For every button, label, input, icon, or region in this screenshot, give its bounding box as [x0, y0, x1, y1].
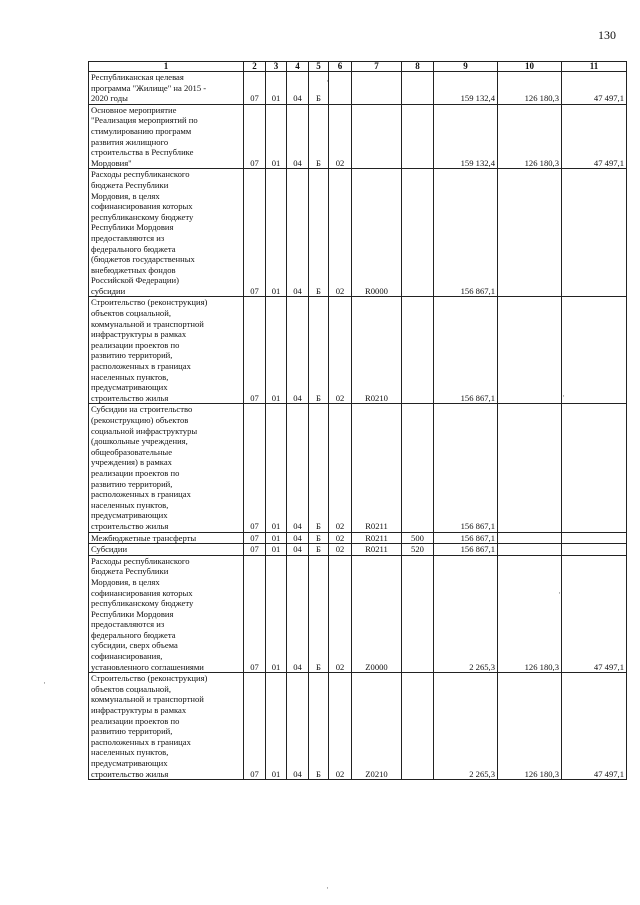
- row-value-cell: [329, 72, 352, 105]
- row-value-cell: Б: [309, 544, 329, 556]
- table-row: [89, 532, 627, 544]
- row-value-cell: [498, 544, 562, 556]
- col-header: 11: [562, 62, 627, 72]
- row-value-cell: 07: [244, 532, 266, 544]
- row-value-cell: 520: [402, 544, 434, 556]
- row-value-cell: 2 265,3: [434, 673, 498, 780]
- row-name-cell: Основное мероприятие "Реализация мероприятий по стимулированию программ развития жилищного строительства в Республике Мордовия": [89, 104, 244, 169]
- row-value-cell: 01: [266, 297, 287, 404]
- row-value-cell: 126 180,3: [498, 72, 562, 105]
- row-value-cell: 02: [329, 169, 352, 297]
- row-name-cell: Расходы республиканского бюджета Республики Мордовия, в целях софинансирования которых республиканскому бюджету Республики Мордовия предоставляются из федерального бюджета (бюджетов государственных внебюджетных фондов Российской Федерации) субсидии: [89, 169, 244, 297]
- row-value-cell: R0211: [352, 532, 402, 544]
- col-header: 4: [287, 62, 309, 72]
- table-row: [89, 169, 627, 297]
- table-row: [89, 104, 627, 169]
- row-value-cell: 07: [244, 544, 266, 556]
- row-value-cell: 500: [402, 532, 434, 544]
- row-value-cell: R0000: [352, 169, 402, 297]
- row-value-cell: [498, 297, 562, 404]
- row-value-cell: 04: [287, 104, 309, 169]
- row-value-cell: Б: [309, 555, 329, 673]
- row-value-cell: 01: [266, 544, 287, 556]
- row-value-cell: [498, 169, 562, 297]
- row-value-cell: 07: [244, 169, 266, 297]
- row-value-cell: 07: [244, 673, 266, 780]
- row-value-cell: 47 497,1: [562, 72, 627, 105]
- row-value-cell: 01: [266, 673, 287, 780]
- row-value-cell: 01: [266, 532, 287, 544]
- header-row: [89, 62, 627, 72]
- row-value-cell: R0210: [352, 297, 402, 404]
- row-value-cell: 07: [244, 555, 266, 673]
- row-value-cell: 01: [266, 72, 287, 105]
- row-value-cell: Б: [309, 169, 329, 297]
- row-value-cell: Б: [309, 404, 329, 532]
- row-value-cell: [498, 404, 562, 532]
- row-value-cell: 07: [244, 104, 266, 169]
- row-value-cell: 02: [329, 673, 352, 780]
- row-value-cell: 04: [287, 297, 309, 404]
- row-name-cell: Субсидии: [89, 544, 244, 556]
- row-name-cell: Республиканская целевая программа "Жилище" на 2015 - 2020 годы: [89, 72, 244, 105]
- row-value-cell: 126 180,3: [498, 555, 562, 673]
- row-name-cell: Субсидии на строительство (реконструкцию) объектов социальной инфраструктуры (дошкольные учреждения, общеобразовательные учреждения) в рамках реализации проектов по развитию территорий, расположенных в границах населенных пунктов, предусматривающих строительство жилья: [89, 404, 244, 532]
- row-value-cell: Б: [309, 104, 329, 169]
- col-header: 6: [329, 62, 352, 72]
- row-value-cell: [402, 104, 434, 169]
- row-value-cell: 47 497,1: [562, 555, 627, 673]
- row-value-cell: [352, 104, 402, 169]
- col-header: 3: [266, 62, 287, 72]
- col-header: 9: [434, 62, 498, 72]
- row-value-cell: [402, 673, 434, 780]
- row-value-cell: [402, 169, 434, 297]
- row-value-cell: 04: [287, 673, 309, 780]
- row-name-cell: Строительство (реконструкция) объектов социальной, коммунальной и транспортной инфраструктуры в рамках реализации проектов по развитию территорий, расположенных в границах населенных пунктов, предусматривающих строительство жилья: [89, 297, 244, 404]
- row-value-cell: [562, 544, 627, 556]
- col-header: 5: [309, 62, 329, 72]
- row-value-cell: 47 497,1: [562, 673, 627, 780]
- row-value-cell: 126 180,3: [498, 104, 562, 169]
- row-value-cell: 126 180,3: [498, 673, 562, 780]
- row-value-cell: 04: [287, 532, 309, 544]
- row-value-cell: 02: [329, 532, 352, 544]
- row-value-cell: 07: [244, 72, 266, 105]
- table-row: [89, 404, 627, 532]
- row-value-cell: 01: [266, 104, 287, 169]
- table-row: [89, 555, 627, 673]
- row-value-cell: [352, 72, 402, 105]
- col-header: 8: [402, 62, 434, 72]
- col-header: 10: [498, 62, 562, 72]
- row-value-cell: [498, 532, 562, 544]
- row-value-cell: [562, 297, 627, 404]
- row-value-cell: 156 867,1: [434, 544, 498, 556]
- row-name-cell: Расходы республиканского бюджета Республики Мордовия, в целях софинансирования которых республиканскому бюджету Республики Мордовия предоставляются из федерального бюджета субсидии, сверх объема софинансирования, установленного соглашениями: [89, 555, 244, 673]
- row-value-cell: 156 867,1: [434, 404, 498, 532]
- row-value-cell: [402, 72, 434, 105]
- row-value-cell: 47 497,1: [562, 104, 627, 169]
- row-value-cell: 02: [329, 404, 352, 532]
- row-value-cell: [402, 404, 434, 532]
- row-value-cell: 07: [244, 297, 266, 404]
- row-value-cell: 04: [287, 555, 309, 673]
- row-value-cell: [402, 297, 434, 404]
- row-value-cell: 02: [329, 297, 352, 404]
- col-header: 1: [89, 62, 244, 72]
- row-value-cell: 156 867,1: [434, 297, 498, 404]
- row-value-cell: R0211: [352, 404, 402, 532]
- row-value-cell: [562, 532, 627, 544]
- row-value-cell: 01: [266, 404, 287, 532]
- page-number: 130: [598, 28, 616, 42]
- row-value-cell: 01: [266, 169, 287, 297]
- row-value-cell: [562, 169, 627, 297]
- table-row: [89, 673, 627, 780]
- table-row: [89, 297, 627, 404]
- row-value-cell: 04: [287, 72, 309, 105]
- row-value-cell: 02: [329, 104, 352, 169]
- row-value-cell: [562, 404, 627, 532]
- row-value-cell: 02: [329, 555, 352, 673]
- budget-table: [88, 61, 627, 780]
- row-value-cell: Б: [309, 532, 329, 544]
- row-value-cell: Б: [309, 72, 329, 105]
- row-value-cell: 04: [287, 544, 309, 556]
- row-value-cell: 04: [287, 169, 309, 297]
- row-value-cell: [402, 555, 434, 673]
- table-row: [89, 72, 627, 105]
- row-value-cell: 159 132,4: [434, 104, 498, 169]
- row-value-cell: 02: [329, 544, 352, 556]
- row-value-cell: Z0000: [352, 555, 402, 673]
- row-value-cell: Б: [309, 673, 329, 780]
- row-value-cell: 156 867,1: [434, 532, 498, 544]
- row-value-cell: Z0210: [352, 673, 402, 780]
- row-value-cell: 159 132,4: [434, 72, 498, 105]
- row-value-cell: 04: [287, 404, 309, 532]
- row-value-cell: 2 265,3: [434, 555, 498, 673]
- row-name-cell: Межбюджетные трансферты: [89, 532, 244, 544]
- row-value-cell: R0211: [352, 544, 402, 556]
- col-header: 7: [352, 62, 402, 72]
- row-value-cell: 156 867,1: [434, 169, 498, 297]
- table-row: [89, 544, 627, 556]
- row-value-cell: Б: [309, 297, 329, 404]
- row-value-cell: 07: [244, 404, 266, 532]
- row-name-cell: Строительство (реконструкция) объектов социальной, коммунальной и транспортной инфраструктуры в рамках реализации проектов по развитию территорий, расположенных в границах населенных пунктов, предусматривающих строительство жилья: [89, 673, 244, 780]
- col-header: 2: [244, 62, 266, 72]
- row-value-cell: 01: [266, 555, 287, 673]
